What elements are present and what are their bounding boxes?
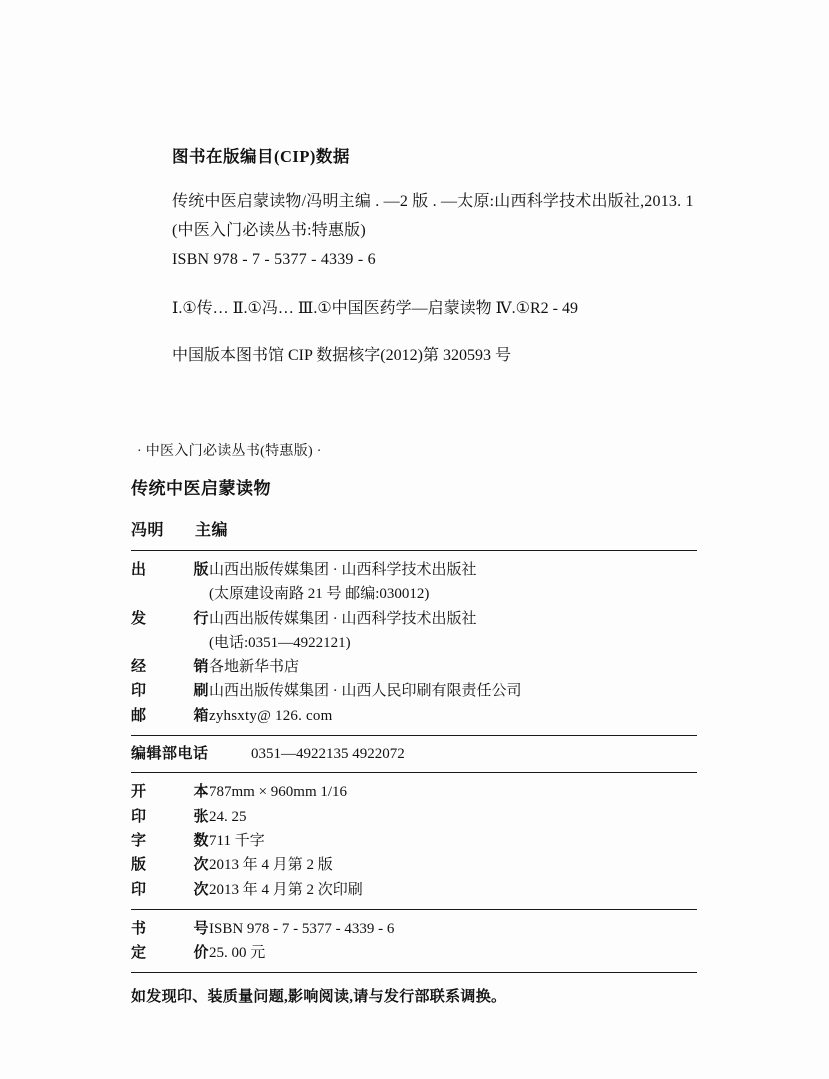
price-value: 25. 00 元	[209, 945, 266, 962]
cip-isbn: ISBN 978 - 7 - 5377 - 4339 - 6	[172, 251, 376, 269]
table-row	[131, 558, 697, 582]
quality-notice: 如发现印、装质量问题,影响阅读,请与发行部联系调换。	[131, 989, 507, 1006]
row-label: 字 数	[131, 832, 209, 849]
editorial-phone-label: 编辑部电话	[131, 746, 209, 763]
table-row	[131, 878, 697, 902]
row-label: 发 行	[131, 610, 209, 627]
editor-name: 冯明	[131, 522, 165, 539]
table-row	[131, 805, 697, 829]
table-row	[131, 829, 697, 853]
contact-email: zyhsxty@ 126. com	[209, 707, 333, 724]
row-label: 定 价	[131, 945, 209, 962]
row-value: 787mm × 960mm 1/16	[209, 784, 348, 801]
row-value: 2013 年 4 月第 2 次印刷	[209, 881, 363, 898]
publishing-info-rows	[131, 551, 697, 735]
row-label: 经 销	[131, 659, 209, 676]
cip-classification: Ⅰ.①传… Ⅱ.①冯… Ⅲ.①中国医药学—启蒙读物 Ⅳ.①R2 - 49	[172, 300, 578, 318]
editorial-phone-row	[131, 736, 697, 772]
row-label: 邮 箱	[131, 707, 209, 724]
table-row	[131, 679, 697, 703]
table-row	[131, 917, 697, 941]
identifier-rows	[131, 910, 697, 973]
row-value: 山西出版传媒集团 · 山西人民印刷有限责任公司	[209, 683, 522, 700]
table-row	[131, 853, 697, 877]
editor-line	[131, 517, 697, 540]
row-value: 各地新华书店	[209, 659, 300, 676]
row-label: 出 版	[131, 562, 209, 578]
cip-heading: 图书在版编目(CIP)数据	[172, 147, 350, 166]
table-row	[131, 655, 697, 679]
table-row	[131, 607, 697, 631]
row-value: 山西出版传媒集团 · 山西科学技术出版社	[209, 610, 477, 627]
cip-citation-line-2: (中医入门必读丛书:特惠版)	[172, 222, 366, 240]
editorial-phone-value: 0351—4922135 4922072	[251, 746, 405, 763]
row-label: 版 次	[131, 857, 209, 874]
row-label: 印 张	[131, 808, 209, 825]
row-label: 印 次	[131, 881, 209, 898]
row-value: 24. 25	[209, 808, 247, 825]
cip-archive-number: 中国版本图书馆 CIP 数据核字(2012)第 320593 号	[172, 347, 511, 365]
table-row	[131, 780, 697, 804]
isbn-value: ISBN 978 - 7 - 5377 - 4339 - 6	[209, 920, 395, 937]
specs-rows	[131, 773, 697, 908]
colophon-block	[131, 440, 697, 1006]
row-value: 2013 年 4 月第 2 版	[209, 857, 333, 874]
table-row	[131, 704, 697, 728]
row-value: 711 千字	[209, 832, 265, 849]
series-name: · 中医入门必读丛书(特惠版) ·	[137, 444, 322, 459]
row-label: 印 刷	[131, 683, 209, 700]
row-subvalue: (太原建设南路 21 号 邮编:030012)	[209, 586, 430, 603]
table-row	[131, 941, 697, 965]
cip-citation-line-1: 传统中医启蒙读物/冯明主编 . —2 版 . —太原:山西科学技术出版社,2013. 1	[172, 193, 694, 210]
cip-block	[172, 143, 732, 371]
row-subvalue: (电话:0351—4922121)	[209, 634, 351, 651]
row-label: 书 号	[131, 920, 209, 937]
row-label: 开 本	[131, 784, 209, 801]
book-title: 传统中医启蒙读物	[131, 479, 271, 498]
row-value: 山西出版传媒集团 · 山西科学技术出版社	[209, 562, 477, 578]
editor-role: 主编	[195, 522, 229, 539]
